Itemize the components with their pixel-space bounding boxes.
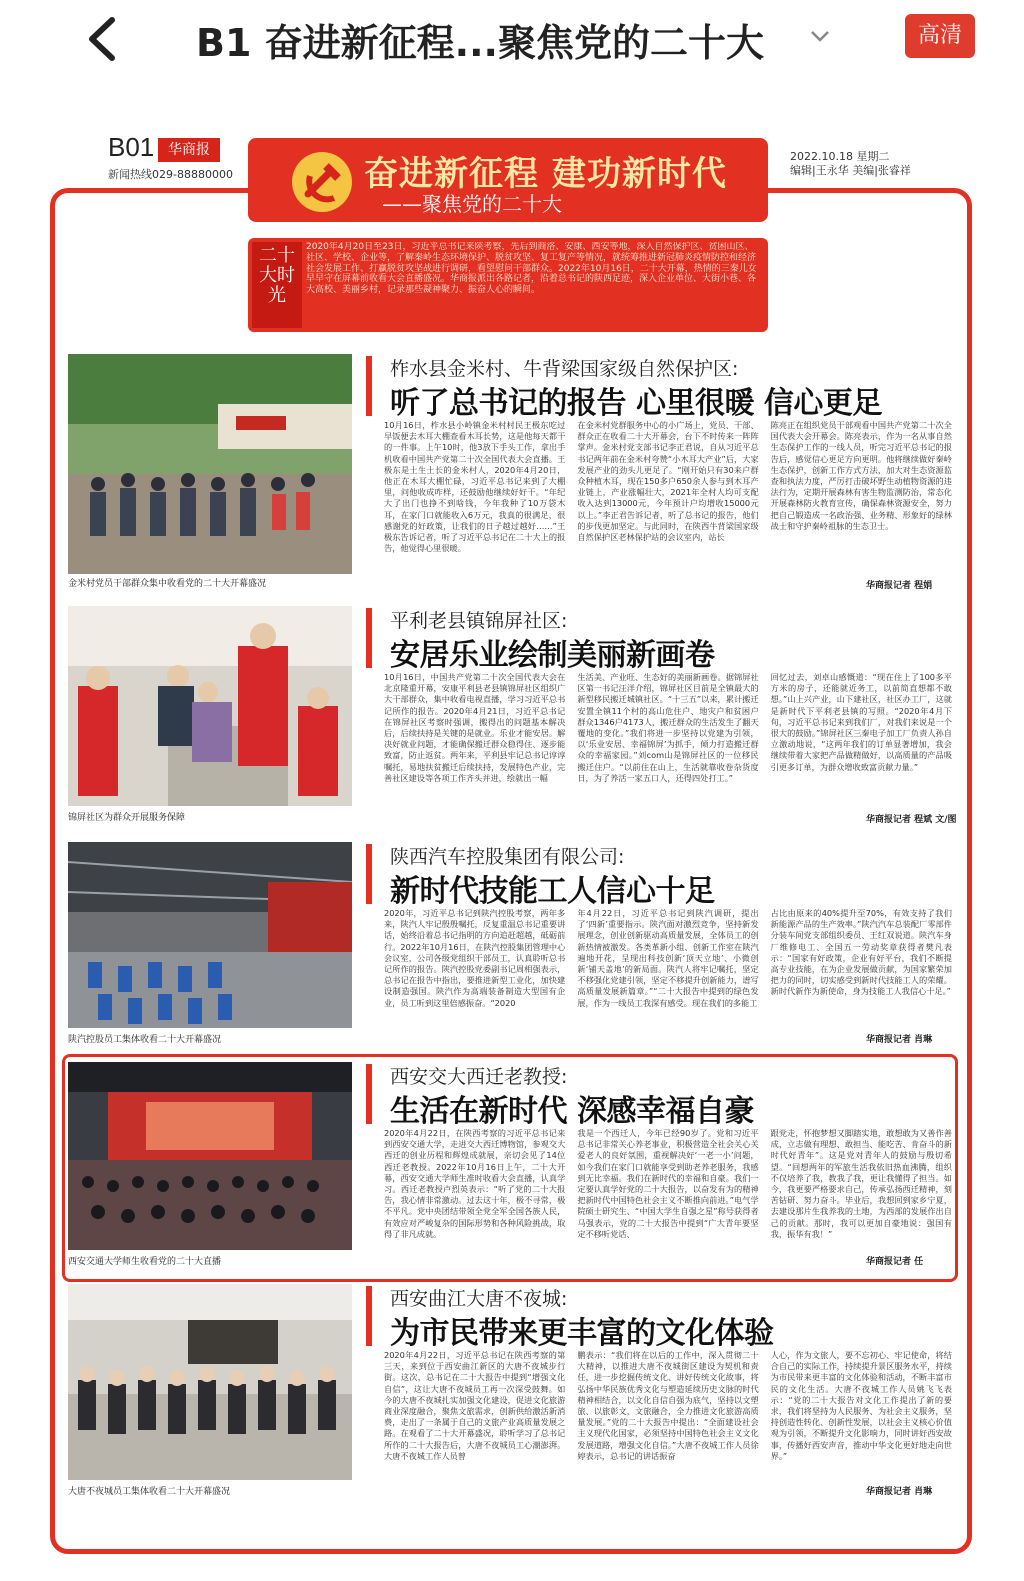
article-body — [384, 420, 952, 572]
hotline: 新闻热线029-88880000 — [108, 168, 233, 181]
newspaper-logo: 华商报 — [158, 138, 220, 162]
photo-caption: 陕汽控股员工集体收看二十大开幕盛况 — [68, 1035, 222, 1045]
photo-caption: 金米村党员干部群众集中收看党的二十大开幕盛况 — [68, 579, 267, 589]
article-kicker: 平利老县镇锦屏社区: — [390, 610, 568, 632]
article-kicker: 西安交大西迁老教授: — [390, 1066, 568, 1088]
article-column: 鹏表示：“我们将在以后的工作中，深入贯彻二十大精神，以推进大唐不夜城街区建设为契机和责任，进一步挖掘传统文化、讲好传统文化故事，将弘扬中华民族优秀文化与塑造延续历史文脉的时代精神相结合，以文化自信自强为底气，坚持以文塑旅、以旅彰文，文旅融合，全力推进文化旅游高质量发展。”党的二十大报告中提出：“全面建设社会主义现代化国家，必须坚持中国特色社会主义文化发展道路，增强文化自信。”大唐不夜城工作人员徐婷表示，总书记的讲话振奋 — [577, 1350, 759, 1461]
section-bar — [366, 356, 372, 416]
editor-line: 编辑|王永华 美编|张睿祥 — [790, 164, 911, 177]
article-byline: 华商报记者 任 — [866, 1257, 924, 1267]
chevron-down-icon[interactable] — [808, 24, 832, 48]
article-column: 2020年，习近平总书记到陕汽控股考察，两年多来，陕汽人牢记殷殷嘱托，反复重温总书记重要讲话，始终沿着总书记指明的方向追赶超越，砥砺前行。2022年10月16日，在陕汽控股集团管理中心会议室，公司各级党组织干部员工，认真聆听总书记所作的报告。陕汽控股党委副书记周相强表示，总书记在报告中指出，要推进新型工业化，加快建设制造强国。陕汽作为高端装备制造大型国有企业，员工听到这里倍感振奋。“2020 — [384, 908, 566, 1008]
article-column: 在金米村党群服务中心的小广场上，党员、干部、群众正在收看二十大开幕会，台下不时传来一阵阵掌声。金米村党支部书记李正君说，自从习近平总书记两年前在金米村夸赞“小木耳大产业”后，大家发展产业的劲头儿更足了。“刚开始只有30来户群众种植木耳，现在150多户650余人参与到木耳产业链上，产业涨幅壮大，2021年全村人均可支配收入达到13000元，今年预计户均增收15000元以上。”李正君告诉记者，听了总书记的报告，他们的步伐更加坚定。与此同时，在陕西牛背梁国家级自然保护区老林保护站的会议室内，站长 — [577, 420, 759, 543]
article-column: 10月16日，中国共产党第二十次全国代表大会在北京隆重开幕，安康平利县老县镇锦屏社区组织广大干部群众，集中收看电视直播，学习习近平总书记所作的报告。2020年4月21日，习近平总书记在锦屏社区考察时强调，搬得出的问题基本解决后，后续扶持是关键的是就业。乐业才能安居。解决好就业问题，才能确保搬迁群众稳得住、逐步能致富，防止返贫。两年来，平利县牢记总书记谆谆嘱托，易地扶贫搬迁后续扶持，发展特色产业，完善社区建设等各项工作齐头并进，绘就出一幅 — [384, 672, 566, 783]
article-headline: 新时代技能工人信心十足 — [390, 874, 715, 909]
article-column: 年4月22日，习近平总书记到陕汽调研，提出了‘四新’重要指示。陕汽面对激烈竞争，坚持新发展理念，创业创新驱动高质量发展，全体员工的创新热情被激发。各类革新小组、创新工作室在陕汽遍地开花，呈现出科技创新‘顶天立地’、小微创新‘铺天盖地’的新局面。陕汽人将牢记嘱托，坚定不移强化党建引领，坚定不移提升创新能力，谱写高质量发展新篇章。”“二十大报告中提到的绿色发展，作为一线员工我深有感受。现在我们的多能工 — [577, 908, 759, 1008]
date-info — [790, 150, 911, 178]
article-photo — [68, 1284, 352, 1480]
hammer-sickle-icon — [290, 150, 354, 214]
time-badge: 二十大时光 — [252, 242, 302, 328]
page-title: B1 奋进新征程...聚焦党的二十大 — [196, 21, 764, 65]
article-body — [384, 1128, 952, 1250]
article-photo — [68, 354, 352, 574]
banner-subtitle: ——聚焦党的二十大 — [382, 192, 562, 216]
article-body — [384, 1350, 952, 1480]
article-column: 占比由原来的40%提升至70%，有效支持了我们新能源产品的生产效率。”陕汽汽车总装配厂零部件分装车间党支部组织委员、王红双说道。陕汽车身厂维修电工、全国五一劳动奖章获得者樊凡表示：“国家有好政策，企业有好平台，我们不断提高专业技能，在为企业发展做贡献，为国家繁荣加把力的同时，切实感受到新时代技能工人的荣耀。新时代新作为新使命，身为技能工人我信心十足。” — [770, 908, 952, 997]
article-column: 生活美、产业旺、生态好的美丽新画卷。据锦屏社区第一书记汪洋介绍，锦屏社区目前是全镇最大的新型移民搬迁城镇社区。“十三五”以来，累计搬迁安置全镇11个村的高山危住户、地灾户和贫困户群众1346户4173人，搬迁群众的生活发生了翻天覆地的变化。”我们将进一步坚持以党建为引领，以‘乐业安居、幸福锦屏’为抓手，倾力打造搬迁群众的幸福家园。”刘com山是锦屏社区的一位移民搬迁住户。“以前住在山上，生活就靠收卷杂货度日，为了养活一家五口人，还得四处打工。” — [577, 672, 759, 783]
article-column: 10月16日，柞水县小岭镇金米村村民王极东吃过早饭便去木耳大棚查看木耳长势，这是他每天都干的一件事。上午10时，他3放下手头工作，拿出手机收看中国共产党第二十次全国代表大会直播。王极东是土生土长的金米村人，2020年4月20日，他正在木耳大棚忙碌，习近平总书记来到了大棚里，问他收成咋样，还鼓励他继续好好干。“年纪大了出门也挣不到啥钱，今年我种了10万袋木耳，在家门口就能收入6万元，我真的很满足，很感谢党的好政策，让我们的日子越过越好……”王极东告诉记者，听了习近平总书记在二十大上的报告，他觉得心里很暖。 — [384, 420, 566, 554]
article-headline: 听了总书记的报告 心里很暖 信心更足 — [390, 386, 882, 421]
section-bar — [366, 608, 372, 668]
newspaper-page — [46, 130, 976, 1550]
article-column: 回忆过去，刘卓山感慨道：“现在住上了100多平方米的房子，还能就近务工，以前简直想都不敢想。”山上兴产业，山下建社区，社区办工厂，这就是新时代下平利老县镇的写照。“2020年4月下旬，习近平总书记来到我们厂，对我们来说是一个很大的鼓励。”锦屏社区三秦电子加工厂负责人孙自立激动地说，“这两年我们的订单显著增加，我会继续带着大家把产品做精做好，以高质量的产品吸引更多订单，为群众增收致富贡献力量。” — [770, 672, 952, 772]
article-byline: 华商报记者 肖琳 — [866, 1487, 933, 1497]
article-column: 陈亮正在组织党员干部观看中国共产党第二十次全国代表大会开幕会。陈亮表示，作为一名从事自然生态保护工作的一线人员，听完习近平总书记的报告后，感觉信心更足方向更明。他将继续做好秦岭生态保护，创新工作方式方法，加大对生态资源监查和执法力度，严厉打击破坏野生动植物资源的违法行为，定期开展森林有害生物监测防治，常态化开展森林防火教育宣传，确保森林资源安全，努力把自己锻造成一名政治强、业务精、形象好的绿林战士和守护秦岭祖脉的生态卫士。 — [770, 420, 952, 531]
article-column: 人心，作为文旅人，要不忘初心、牢记使命，将结合自己的实际工作，持续提升景区服务水平，持续为市民带来更丰富的文化体验和活动，不断丰富市民的文化生活。大唐不夜城工作人员姚飞飞表示：“党的二十大报告对文化工作提出了新的要求，我们将坚持为人民服务、为社会主义服务，坚持创造性转化、创新性发展，以社会主义核心价值观为引领，不断提升文化影响力，同时讲好西安故事，传播好西安声音，推动中华文化更好地走向世界。” — [770, 1350, 952, 1461]
article-photo — [68, 842, 352, 1028]
time-text: 2020年4月20日至23日，习近平总书记来陕考察，先后到商洛、安康、西安等地，深入自然保护区、贫困山区、社区、学校、企业等，了解秦岭生态环境保护、脱贫攻坚、复工复产等情况，就统筹推进新冠肺炎疫情防控和经济社会发展工作、打赢脱贫攻坚战进行调研，看望慰问干部群众。2022年10月16日，二十大开幕，热情的三秦儿女早早守在屏幕前收看大会直播盛况。华商报派出各路记者，沿着总书记的陕西足迹，深入企业单位、大街小巷、各大高校、美丽乡村，记录那些凝神聚力、振奋人心的瞬间。 — [306, 242, 757, 296]
article-photo — [68, 606, 352, 806]
article-headline: 为市民带来更丰富的文化体验 — [390, 1316, 774, 1351]
back-arrow-icon[interactable] — [82, 14, 122, 64]
page-number: B01 — [108, 132, 155, 162]
section-bar — [366, 1064, 372, 1124]
article-column: 2020年4月22日，习近平总书记在陕西考察的第三天，来到位于西安曲江新区的大唐不夜城步行街。这次，总书记在二十大报告中提到“增强文化自信”，这让大唐不夜城员工再一次深受鼓舞。如今的大唐不夜城扎实加强文化建设，促进文化旅游商业深度融合，聚焦文旅需求，创新供给激活新消费，走出了一条属于自己的文旅产业高质量发展之路。在观看了二十大开幕盛况，聆听学习了总书记所作的二十大报告后，大唐不夜城员工心潮澎湃。大唐不夜城工作人员曾 — [384, 1350, 566, 1461]
quality-button[interactable]: 高清 — [905, 14, 975, 58]
article-body — [384, 908, 952, 1028]
banner-title: 奋进新征程 建功新时代 — [364, 154, 727, 194]
date-line: 2022.10.18 星期二 — [790, 150, 890, 163]
photo-caption: 锦屏社区为群众开展服务保障 — [68, 813, 186, 823]
article-byline: 华商报记者 肖琳 — [866, 1035, 933, 1045]
article-kicker: 柞水县金米村、牛背梁国家级自然保护区: — [390, 358, 739, 380]
article-byline: 华商报记者 程斌 文/图 — [866, 815, 957, 825]
article-kicker: 西安曲江大唐不夜城: — [390, 1288, 568, 1310]
photo-caption: 西安交通大学师生收看党的二十大直播 — [68, 1257, 222, 1267]
article-body — [384, 672, 952, 806]
article-column: 我是一个西迁人，今年已经90岁了。党和习近平总书记非常关心养老事业，积极营造全社会关心关爱老人的良好氛围，重视解决好‘一老一小’问题，如今我们在家门口就能享受到助老养老服务，我感到无比幸福。我们在新时代的幸福和自豪。我们一定要认真学好党的二十大报告，以奋发有为的精神把新时代中国特色社会主义不断推向前进。”电气学院硕士研究生、“中国大学生自强之星”称号获得者马强表示，党的二十大报告中提到“广大青年要坚定不移听党话、 — [577, 1128, 759, 1239]
article-headline: 生活在新时代 深感幸福自豪 — [390, 1094, 754, 1129]
article-column: 2020年4月22日，在陕西考察的习近平总书记来到西安交通大学，走进交大西迁博物馆，参观交大西迁的创业历程和辉煌成就展，亲切会见了14位西迁老教授。2022年10月16日上午，二十大开幕，西安交通大学师生准时收看大会直播，认真学习。西迁老教授卢烈英表示：“听了党的二十大报告，我心情非常激动。过去这十年，极不寻常，极不平凡。党中央团结带领全党全军全国各族人民，有效应对严峻复杂的国际形势和各种风险挑战，取得了非凡成就。 — [384, 1128, 566, 1239]
article-column: 跟党走，怀抱梦想又脚踏实地，敢想敢为又善作善成，立志做有理想、敢担当、能吃苦、肯奋斗的新时代好青年”。这是党对青年人的鼓励与殷切希望。“回想两年的军旅生活我依旧热血沸腾，组织不仅培养了我，教我了我，更让我懂得了担当。如今，我更要严格要求自己，传承弘扬西迁精神，刻苦钻研、努力奋斗。毕业后，我想回到家乡宁夏，去建设那片生我养我的土地，为西部的发展作出自己的贡献。那时，我可以更加自豪地说：强国有我，振华有我！” — [770, 1128, 952, 1239]
photo-caption: 大唐不夜城员工集体收看二十大开幕盛况 — [68, 1487, 231, 1497]
article-headline: 安居乐业绘制美丽新画卷 — [390, 638, 715, 673]
section-bar — [366, 844, 372, 904]
section-bar — [366, 1286, 372, 1346]
article-photo — [68, 1062, 352, 1250]
app-bar — [0, 0, 1024, 84]
article-kicker: 陕西汽车控股集团有限公司: — [390, 846, 625, 868]
article-byline: 华商报记者 程娟 — [866, 581, 933, 591]
